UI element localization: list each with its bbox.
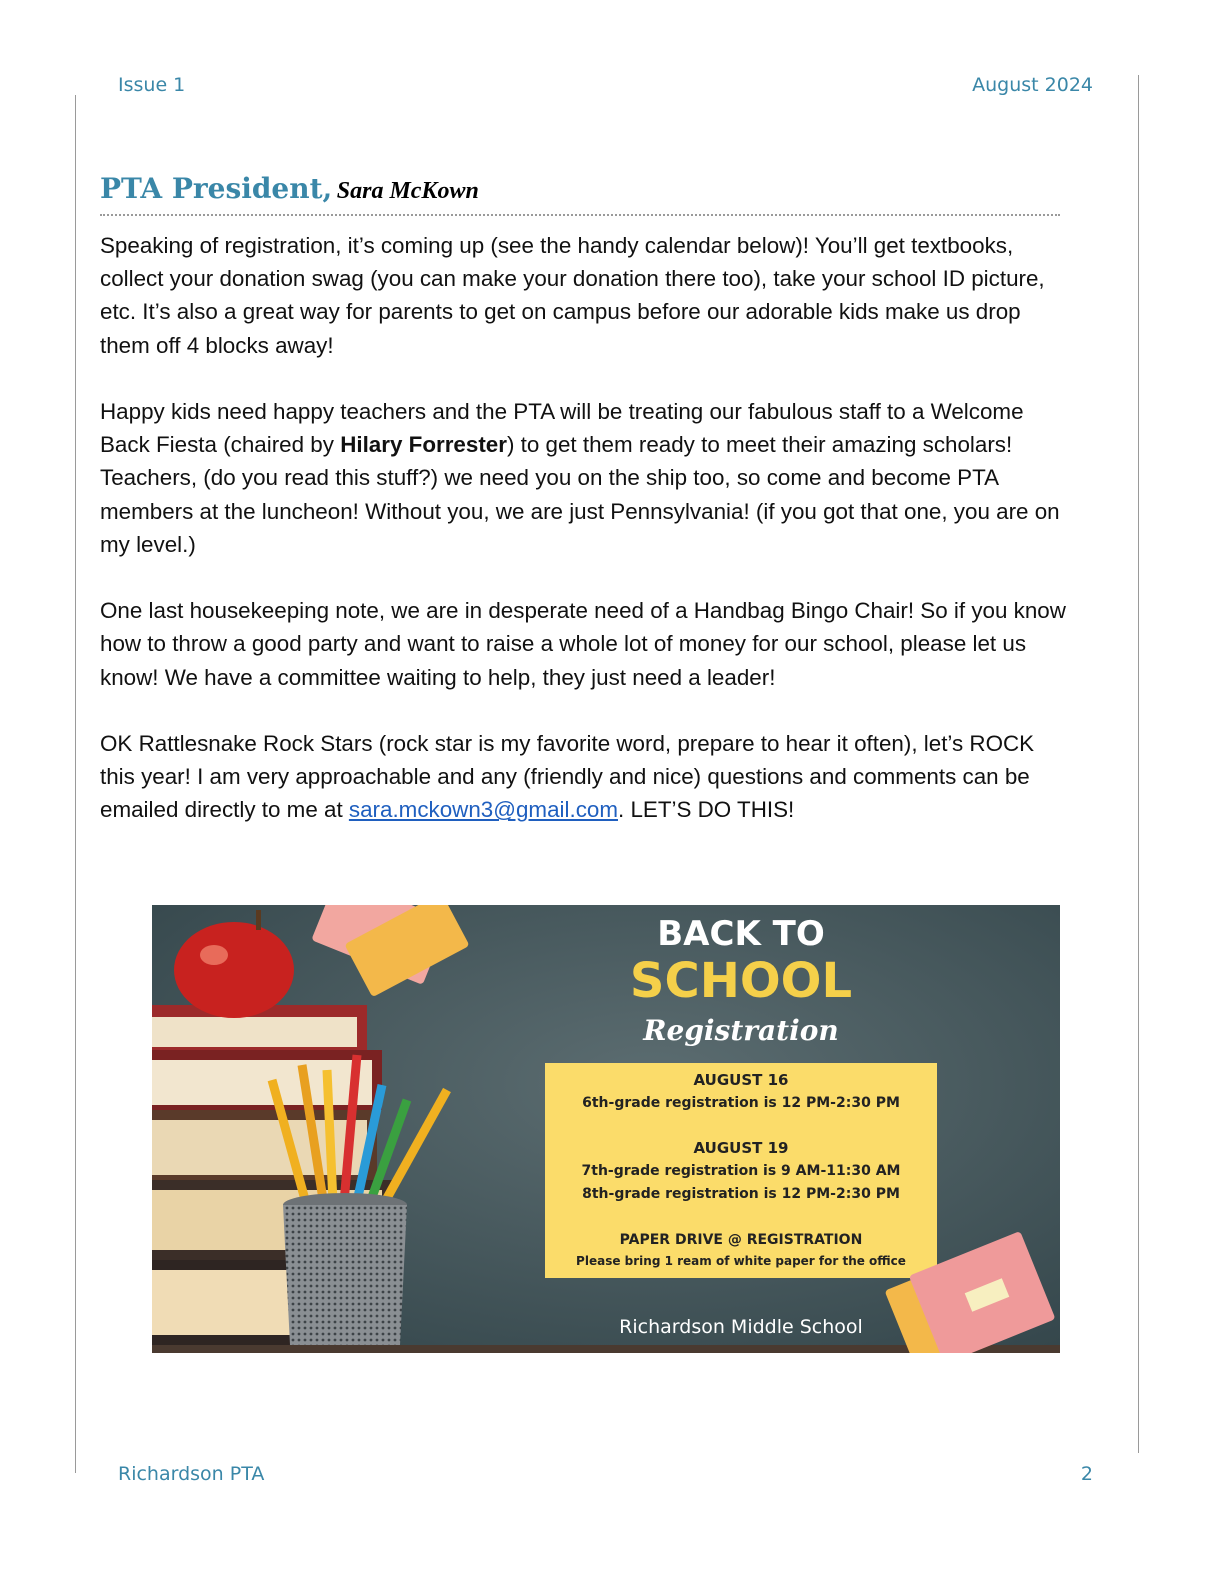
flyer-heading-registration: Registration	[643, 1014, 839, 1047]
footer-org: Richardson PTA	[118, 1463, 265, 1485]
back-to-school-flyer	[152, 905, 1060, 1353]
article-title	[100, 172, 479, 205]
paragraph-registration: Speaking of registration, it’s coming up (see the handy calendar below)! You’ll get textbooks, collect your donation swag (you can make your donation there too), take your school ID picture, etc. It’s also a great way for parents to get on campus before our adorable kids make us drop them off 4 blocks away!	[100, 233, 1045, 358]
paragraph-teachers-text-a: Happy kids need happy teachers and the PTA will be treating our fabulous staff to a Welcome Back Fiesta (chaired by	[100, 399, 1024, 458]
issue-date: August 2024	[972, 74, 1093, 96]
left-margin-rule	[75, 95, 76, 1473]
paper-drive-title: PAPER DRIVE @ REGISTRATION	[619, 1232, 863, 1248]
title-name: Sara McKown	[336, 178, 479, 204]
paper-drive-text: Please bring 1 ream of white paper for the office	[576, 1254, 906, 1268]
schedule-date-aug19: AUGUST 19	[693, 1139, 789, 1157]
paragraph-teachers	[100, 395, 1070, 561]
pencil-cup-icon	[283, 1193, 407, 1345]
chair-name: Hilary Forrester	[340, 432, 507, 458]
paragraph-closing-text-b: . LET’S DO THIS!	[618, 797, 795, 823]
flyer-heading-back-to: BACK TO	[657, 914, 825, 954]
right-margin-rule	[1138, 75, 1139, 1453]
flyer-school-name: Richardson Middle School	[619, 1316, 863, 1338]
paragraph-teachers-text-b: ) to get them ready to meet their amazing scholars! Teachers, (do you read this stuff?) we need you on the ship too, so come and become PTA members at the luncheon! Without you, we are just Pennsylvania! (if you got that one, you are on my level.)	[100, 432, 1060, 557]
paragraph-closing	[100, 727, 1070, 827]
page-number: 2	[1080, 1463, 1093, 1485]
paragraph-closing-text-a: OK Rattlesnake Rock Stars (rock star is my favorite word, prepare to hear it often), let’s ROCK this year! I am very approachable and any (friendly and nice) questions and comments can be emailed directly to me at	[100, 731, 1035, 823]
schedule-6th-grade: 6th-grade registration is 12 PM-2:30 PM	[582, 1095, 900, 1111]
paragraph-bingo: One last housekeeping note, we are in desperate need of a Handbag Bingo Chair! So if you know how to throw a good party and want to raise a whole lot of money for our school, please let us know! We have a committee waiting to help, they just need a leader!	[100, 598, 1066, 690]
schedule-8th-grade: 8th-grade registration is 12 PM-2:30 PM	[582, 1186, 900, 1202]
flyer-heading-school: SCHOOL	[629, 953, 853, 1009]
title-divider	[100, 214, 1060, 216]
schedule-7th-grade: 7th-grade registration is 9 AM-11:30 AM	[581, 1163, 901, 1179]
issue-number: Issue 1	[118, 74, 186, 96]
schedule-date-aug16: AUGUST 16	[693, 1071, 789, 1089]
title-role: PTA President,	[100, 172, 333, 205]
email-link[interactable]: sara.mckown3@gmail.com	[348, 797, 618, 823]
article-body	[100, 229, 1070, 860]
